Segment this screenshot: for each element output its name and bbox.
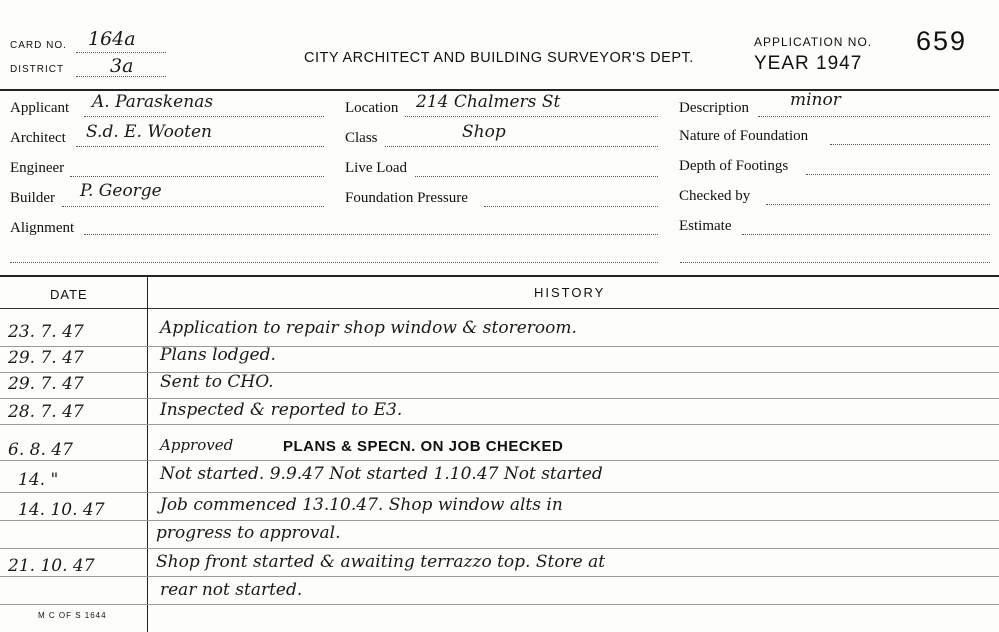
table-row-history: Application to repair shop window & storeroom. <box>160 318 577 338</box>
builder-label: Builder <box>10 190 55 206</box>
builder-value: P. George <box>80 181 162 201</box>
district-line <box>76 76 166 77</box>
engineer-label: Engineer <box>10 160 65 176</box>
column-divider <box>147 276 148 632</box>
engineer-line <box>70 176 324 177</box>
checked-by-line <box>766 204 990 205</box>
table-row-history: Approved <box>160 436 234 454</box>
row-line <box>0 520 999 521</box>
header-rule <box>0 89 999 91</box>
form-code: M C OF S 1644 <box>38 611 107 620</box>
builder-line <box>62 206 324 207</box>
foundation-pressure-label: Foundation Pressure <box>345 190 468 206</box>
checked-stamp: PLANS & SPECN. ON JOB CHECKED <box>283 438 564 455</box>
table-row-date: 29. 7. 47 <box>8 374 84 394</box>
extra-line-right <box>680 262 990 263</box>
table-row-history: rear not started. <box>160 580 303 600</box>
row-line <box>0 604 999 605</box>
location-label: Location <box>345 100 399 116</box>
table-row-date: 6. 8. 47 <box>8 440 73 460</box>
table-row-history: Not started. 9.9.47 Not started 1.10.47 Not started <box>160 464 603 484</box>
description-line <box>758 116 990 117</box>
row-line <box>0 346 999 347</box>
table-row-date: 14. " <box>18 470 59 490</box>
table-row-history: Inspected & reported to E3. <box>160 400 403 420</box>
table-row-date: 14. 10. 47 <box>18 500 105 520</box>
table-header-rule <box>0 308 999 309</box>
nature-of-foundation-label: Nature of Foundation <box>679 128 809 144</box>
table-top-rule <box>0 275 999 277</box>
row-line <box>0 492 999 493</box>
application-number: 659 <box>916 26 968 56</box>
applicant-line <box>84 116 324 117</box>
estimate-line <box>742 234 990 235</box>
class-value: Shop <box>462 122 506 142</box>
live-load-line <box>415 176 658 177</box>
description-value: minor <box>790 90 841 110</box>
nature-of-foundation-line <box>830 144 990 145</box>
extra-line-left <box>10 262 658 263</box>
architect-line <box>76 146 324 147</box>
applicant-label: Applicant <box>10 100 70 116</box>
architect-value: S.d. E. Wooten <box>86 122 212 142</box>
row-line <box>0 372 999 373</box>
card-no-label: CARD NO. <box>10 40 67 51</box>
class-label: Class <box>345 130 378 146</box>
alignment-label: Alignment <box>10 220 75 236</box>
table-row-date: 21. 10. 47 <box>8 556 95 576</box>
table-row-history: progress to approval. <box>156 523 341 543</box>
year: YEAR 1947 <box>754 53 863 74</box>
depth-of-footings-line <box>806 174 990 175</box>
row-line <box>0 576 999 577</box>
row-line <box>0 460 999 461</box>
row-line <box>0 398 999 399</box>
department-title: CITY ARCHITECT AND BUILDING SURVEYOR'S DEPT. <box>304 50 694 66</box>
description-label: Description <box>679 100 749 116</box>
estimate-label: Estimate <box>679 218 732 234</box>
history-column-header: HISTORY <box>534 285 606 300</box>
table-row-date: 23. 7. 47 <box>8 322 84 342</box>
card-no-value: 164a <box>88 28 136 50</box>
table-row-date: 29. 7. 47 <box>8 348 84 368</box>
foundation-pressure-line <box>484 206 658 207</box>
live-load-label: Live Load <box>345 160 408 176</box>
applicant-value: A. Paraskenas <box>92 92 214 112</box>
table-row-history: Plans lodged. <box>160 345 276 365</box>
checked-by-label: Checked by <box>679 188 751 204</box>
row-line <box>0 424 999 425</box>
district-label: DISTRICT <box>10 64 65 75</box>
alignment-line <box>84 234 658 235</box>
application-label: APPLICATION NO. <box>754 35 873 49</box>
table-row-history: Job commenced 13.10.47. Shop window alts in <box>160 495 563 515</box>
architect-label: Architect <box>10 130 66 146</box>
card-no-line <box>76 52 166 53</box>
depth-of-footings-label: Depth of Footings <box>679 158 789 174</box>
location-value: 214 Chalmers St <box>416 92 561 112</box>
table-row-history: Sent to CHO. <box>160 372 274 392</box>
class-line <box>385 146 658 147</box>
date-column-header: DATE <box>50 287 88 302</box>
table-row-date: 28. 7. 47 <box>8 402 84 422</box>
row-line <box>0 548 999 549</box>
district-value: 3a <box>110 55 134 77</box>
table-row-history: Shop front started & awaiting terrazzo top. Store at <box>156 552 606 572</box>
location-line <box>405 116 658 117</box>
